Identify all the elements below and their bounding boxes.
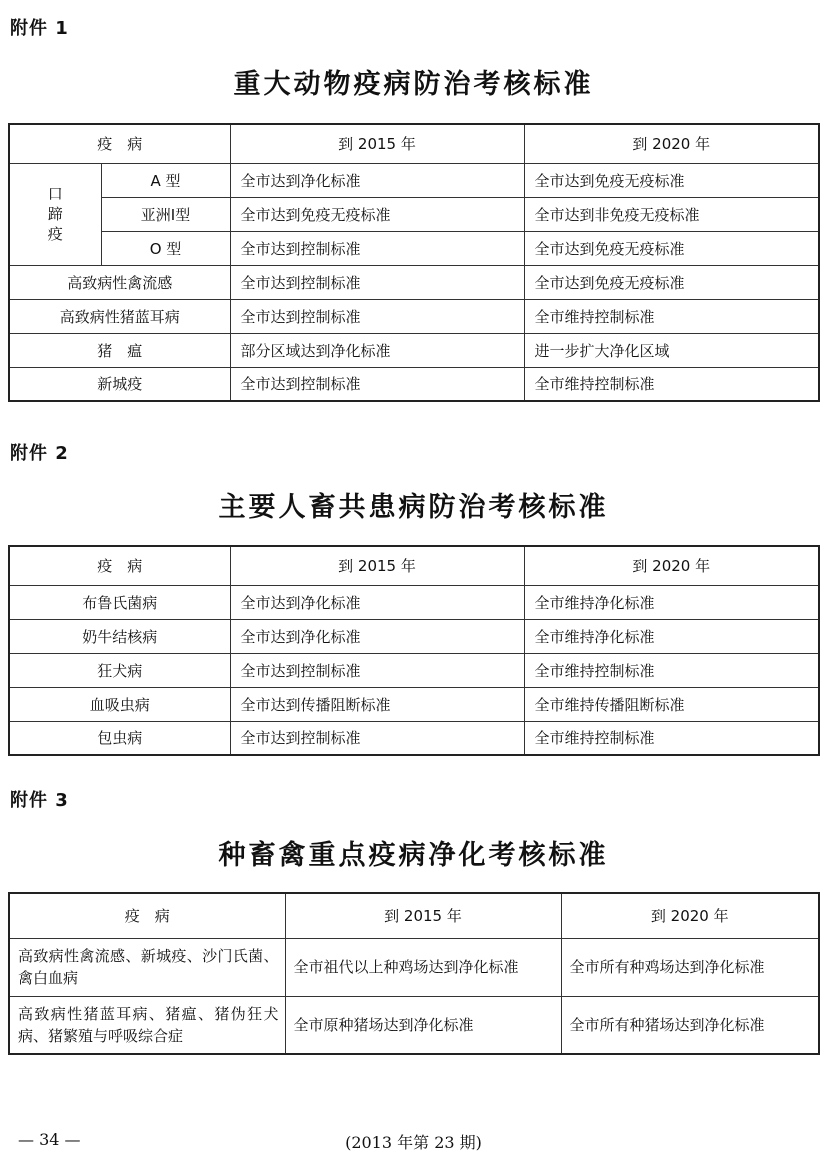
table-row [9, 197, 819, 231]
cell-2020: 全市维持控制标准 [524, 367, 819, 401]
cell-2020: 全市维持净化标准 [524, 619, 819, 653]
cell-2015: 全市达到免疫无疫标准 [230, 197, 524, 231]
cell-2020: 全市维持控制标准 [524, 653, 819, 687]
table-row [9, 367, 819, 401]
page-number: — 34 — [18, 1130, 81, 1149]
zoonosis-table [8, 545, 820, 756]
cell-2015: 全市达到控制标准 [230, 721, 524, 755]
attachment-1-title: 重大动物疫病防治考核标准 [233, 69, 594, 100]
cell-2020: 全市达到免疫无疫标准 [524, 163, 819, 197]
cell-2020: 进一步扩大净化区域 [524, 333, 819, 367]
cell-2020: 全市所有种鸡场达到净化标准 [561, 938, 819, 996]
cell-2015: 全市原种猪场达到净化标准 [285, 996, 561, 1054]
table-header-row [9, 546, 819, 585]
fmd-group-text: 口 蹄 疫 [47, 185, 63, 243]
attachment-2-label: 附件 2 [10, 443, 69, 464]
disease-name: 高致病性猪蓝耳病、猪瘟、猪伪狂犬病、猪繁殖与呼吸综合症 [9, 996, 285, 1054]
table-row [9, 619, 819, 653]
cell-2015: 全市达到控制标准 [230, 367, 524, 401]
disease-name: 高致病性猪蓝耳病 [9, 299, 230, 333]
table-row [9, 996, 819, 1054]
header-2015: 到 2015 年 [230, 546, 524, 585]
attachment-3-title: 种畜禽重点疫病净化考核标准 [218, 840, 609, 871]
breeding-stock-table [8, 892, 820, 1055]
table-row [9, 721, 819, 755]
table-row [9, 231, 819, 265]
cell-2015: 全市祖代以上种鸡场达到净化标准 [285, 938, 561, 996]
table-row [9, 299, 819, 333]
cell-2015: 全市达到净化标准 [230, 585, 524, 619]
cell-2015: 全市达到控制标准 [230, 653, 524, 687]
table-row [9, 265, 819, 299]
cell-2015: 部分区域达到净化标准 [230, 333, 524, 367]
cell-2015: 全市达到控制标准 [230, 299, 524, 333]
header-2015: 到 2015 年 [285, 893, 561, 938]
attachment-3-label: 附件 3 [10, 790, 69, 811]
table-row [9, 333, 819, 367]
header-disease: 疫 病 [9, 546, 230, 585]
header-2015: 到 2015 年 [230, 124, 524, 163]
header-2020: 到 2020 年 [524, 124, 819, 163]
cell-2020: 全市维持传播阻断标准 [524, 687, 819, 721]
cell-2015: 全市达到控制标准 [230, 231, 524, 265]
table-row [9, 938, 819, 996]
disease-name: 新城疫 [9, 367, 230, 401]
fmd-subtype: 亚洲Ⅰ型 [101, 197, 230, 231]
major-disease-table [8, 123, 820, 402]
disease-name: 高致病性禽流感、新城疫、沙门氏菌、禽白血病 [9, 938, 285, 996]
attachment-2-title: 主要人畜共患病防治考核标准 [218, 492, 609, 523]
header-disease: 疫 病 [9, 124, 230, 163]
cell-2020: 全市维持控制标准 [524, 721, 819, 755]
cell-2015: 全市达到净化标准 [230, 619, 524, 653]
fmd-subtype: A 型 [101, 163, 230, 197]
cell-2020: 全市维持净化标准 [524, 585, 819, 619]
header-2020: 到 2020 年 [524, 546, 819, 585]
disease-name: 血吸虫病 [9, 687, 230, 721]
cell-2015: 全市达到净化标准 [230, 163, 524, 197]
table-header-row [9, 893, 819, 938]
table-row [9, 653, 819, 687]
disease-name: 奶牛结核病 [9, 619, 230, 653]
header-disease: 疫 病 [9, 893, 285, 938]
disease-name: 狂犬病 [9, 653, 230, 687]
fmd-group-label [9, 163, 101, 265]
cell-2015: 全市达到控制标准 [230, 265, 524, 299]
cell-2020: 全市所有种猪场达到净化标准 [561, 996, 819, 1054]
cell-2020: 全市达到免疫无疫标准 [524, 265, 819, 299]
cell-2020: 全市达到非免疫无疫标准 [524, 197, 819, 231]
disease-name: 猪 瘟 [9, 333, 230, 367]
cell-2020: 全市达到免疫无疫标准 [524, 231, 819, 265]
table-row [9, 163, 819, 197]
disease-name: 包虫病 [9, 721, 230, 755]
disease-name: 布鲁氏菌病 [9, 585, 230, 619]
disease-name: 高致病性禽流感 [9, 265, 230, 299]
issue-number: (2013 年第 23 期) [345, 1133, 482, 1152]
attachment-1-label: 附件 1 [10, 18, 69, 39]
table-row [9, 585, 819, 619]
fmd-subtype: O 型 [101, 231, 230, 265]
header-2020: 到 2020 年 [561, 893, 819, 938]
table-row [9, 687, 819, 721]
cell-2015: 全市达到传播阻断标准 [230, 687, 524, 721]
cell-2020: 全市维持控制标准 [524, 299, 819, 333]
table-header-row [9, 124, 819, 163]
